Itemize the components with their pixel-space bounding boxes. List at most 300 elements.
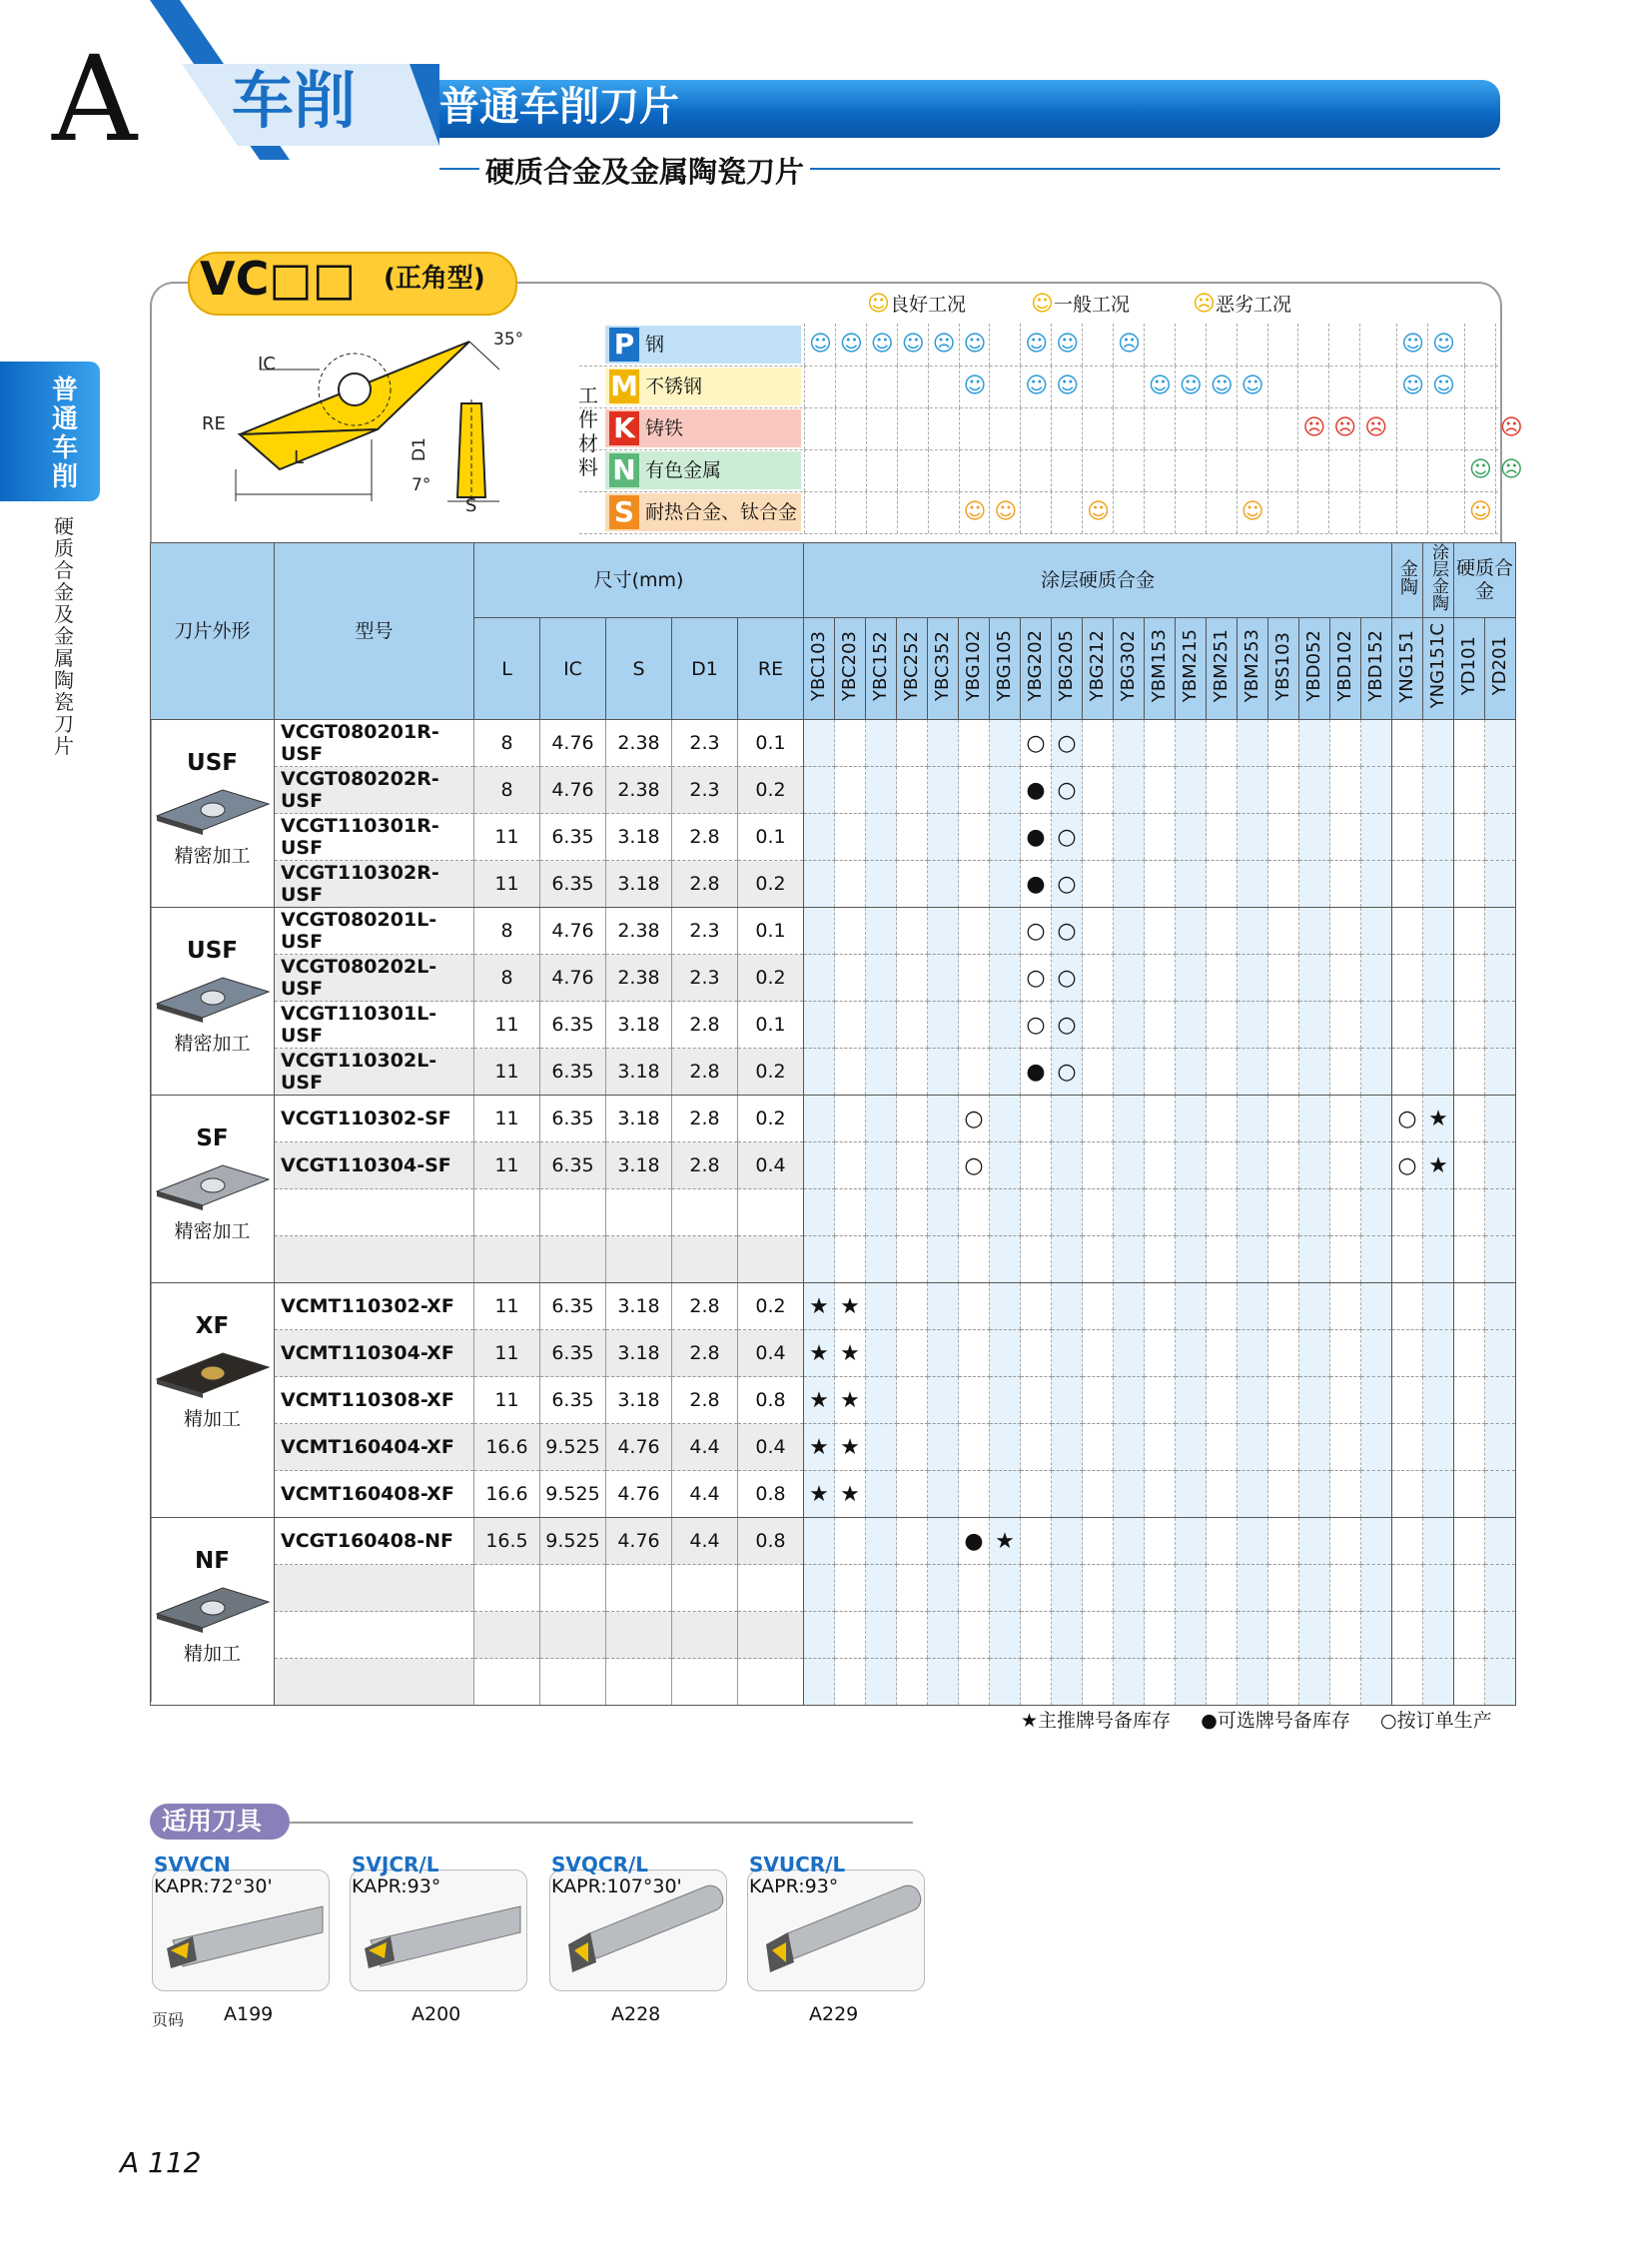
grade-availability: [1052, 1236, 1083, 1283]
tool-page-ref[interactable]: A200: [412, 2003, 461, 2025]
grade-availability: [835, 1002, 866, 1049]
grade-availability: [1021, 1142, 1052, 1189]
insert-model: VCMT160404-XF: [275, 1424, 474, 1471]
grade-availability: [1485, 1236, 1516, 1283]
dimension-value: [606, 1236, 672, 1283]
grade-availability: [1454, 1612, 1485, 1659]
grade-availability: [1114, 908, 1145, 955]
grade-availability: [1114, 1049, 1145, 1096]
grade-availability: [1423, 1612, 1454, 1659]
grade-availability: [1145, 1659, 1176, 1706]
chipbreaker-code: USF: [187, 938, 238, 964]
dimension-value: 16.5: [474, 1518, 540, 1565]
grade-availability: [1238, 1096, 1268, 1142]
grade-availability: [1207, 720, 1238, 767]
grade-availability: [866, 1424, 897, 1471]
grade-availability: [1083, 1377, 1114, 1424]
page-number: A 112: [120, 2146, 202, 2179]
grade-availability: [1268, 1096, 1299, 1142]
grade-availability: [1238, 1377, 1268, 1424]
grade-header: [1021, 618, 1052, 720]
grade-availability: [928, 1142, 959, 1189]
grade-availability: [1176, 861, 1207, 908]
neutral-face-icon: ☺: [1031, 292, 1054, 317]
material-grade-cell: [1144, 407, 1175, 449]
grade-availability: [1176, 1377, 1207, 1424]
grade-availability: [1392, 1330, 1423, 1377]
grade-availability: [1485, 1096, 1516, 1142]
dimension-value: 2.38: [606, 955, 672, 1002]
grade-availability: [1176, 1659, 1207, 1706]
chipbreaker-code: SF: [196, 1125, 229, 1151]
tool-page-ref[interactable]: A229: [809, 2003, 859, 2025]
material-name: 不锈钢: [645, 375, 703, 397]
grade-availability: [897, 1518, 928, 1565]
material-grade-cell: [1267, 366, 1298, 407]
grade-name: YBG205: [1056, 630, 1077, 702]
grade-availability: [1145, 1565, 1176, 1612]
grade-availability: [1423, 1565, 1454, 1612]
grade-name: YD101: [1458, 636, 1479, 696]
grade-availability: [866, 1096, 897, 1142]
machining-type: 精加工: [183, 1408, 241, 1430]
grade-availability: [990, 1424, 1021, 1471]
grade-availability: [835, 861, 866, 908]
grade-availability: [1238, 1142, 1268, 1189]
grade-name: YBC203: [839, 631, 860, 701]
grade-availability: [1176, 1518, 1207, 1565]
dimension-value: 6.35: [540, 1142, 606, 1189]
grade-availability: [1083, 1283, 1114, 1330]
grade-availability: [1021, 1330, 1052, 1377]
grade-availability: [1361, 1236, 1392, 1283]
material-grade-cell: [1237, 449, 1267, 491]
material-grade-cell: [835, 449, 866, 491]
grade-header: [1207, 618, 1238, 720]
diagram-l-label: L: [294, 447, 305, 468]
grade-availability: [1392, 814, 1423, 861]
table-row: [151, 1002, 1516, 1049]
dimension-value: 4.76: [540, 908, 606, 955]
material-label: 工件材料: [578, 383, 598, 479]
dimension-value: 2.8: [672, 1049, 738, 1096]
grade-availability: [1052, 1377, 1083, 1424]
grade-availability: [1299, 1002, 1330, 1049]
grade-availability: [1083, 1049, 1114, 1096]
grade-availability: [990, 1049, 1021, 1096]
dimension-value: 0.2: [738, 955, 804, 1002]
material-letter: M: [610, 370, 638, 402]
dim-header: IC: [540, 618, 606, 720]
material-grade-cell: [1113, 407, 1144, 449]
grade-availability: [1361, 1424, 1392, 1471]
grade-availability: [897, 1189, 928, 1236]
grade-availability: [1330, 1377, 1361, 1424]
grade-availability: [1145, 1518, 1176, 1565]
material-grade-cell: [866, 324, 897, 366]
grade-availability: [990, 1330, 1021, 1377]
grade-availability: [1454, 1189, 1485, 1236]
table-row: [151, 1049, 1516, 1096]
grade-header: [804, 618, 835, 720]
machining-type: 精加工: [183, 1643, 241, 1665]
material-badge: [605, 326, 801, 364]
table-row: [151, 1377, 1516, 1424]
material-grade-cell: [1020, 366, 1051, 407]
material-grade-cell: [1396, 449, 1427, 491]
grade-availability: [928, 1612, 959, 1659]
material-grade-cell: [1359, 366, 1390, 407]
grade-availability: [897, 1142, 928, 1189]
material-grade-cell: [1328, 324, 1359, 366]
material-grade-cell: [928, 366, 959, 407]
material-grade-cell: [804, 449, 835, 491]
grade-availability: [1021, 1236, 1052, 1283]
grade-availability: [1485, 861, 1516, 908]
grade-availability: [1145, 1142, 1176, 1189]
grade-name: YBC252: [901, 631, 922, 701]
grade-availability: [1083, 861, 1114, 908]
grade-availability: [1454, 861, 1485, 908]
tool-name[interactable]: SVVCN: [154, 1853, 231, 1876]
grade-availability: [866, 1142, 897, 1189]
grade-availability: [928, 1049, 959, 1096]
side-tab-label: 普通车削: [51, 375, 78, 492]
grade-availability: [1330, 1659, 1361, 1706]
grade-availability: [1361, 1377, 1392, 1424]
grade-availability: [835, 1612, 866, 1659]
material-letter: P: [609, 328, 639, 362]
material-grade-cell: [1464, 407, 1495, 449]
grade-availability: [897, 1330, 928, 1377]
grade-availability: [1299, 861, 1330, 908]
tool-name[interactable]: SVUCR/L: [749, 1853, 846, 1876]
grade-availability: [1392, 1471, 1423, 1518]
dimension-value: [540, 1565, 606, 1612]
grade-availability: [1392, 1377, 1423, 1424]
grade-availability: [1299, 1518, 1330, 1565]
grade-availability: [1207, 908, 1238, 955]
dimension-value: 8: [474, 955, 540, 1002]
grade-availability: [1238, 767, 1268, 814]
grade-availability: [928, 1659, 959, 1706]
grade-name: YBG302: [1118, 630, 1139, 702]
material-grade-cell: [989, 491, 1020, 533]
grade-availability: [1176, 1189, 1207, 1236]
grade-availability: [1485, 1612, 1516, 1659]
material-grade-cell: [959, 449, 990, 491]
grade-availability: [1238, 861, 1268, 908]
grade-availability: [1299, 1471, 1330, 1518]
grade-availability: [866, 1377, 897, 1424]
grade-availability: [1207, 1049, 1238, 1096]
insert-shape-cell: [151, 1518, 275, 1706]
grade-availability: [928, 955, 959, 1002]
grade-header: [959, 618, 990, 720]
grade-availability: [1145, 814, 1176, 861]
grade-header: [897, 618, 928, 720]
grade-availability: [1238, 1189, 1268, 1236]
grade-availability: [1207, 1189, 1238, 1236]
grade-availability: [866, 861, 897, 908]
grade-availability: [1361, 908, 1392, 955]
dim-header: D1: [672, 618, 738, 720]
grade-availability: [835, 1189, 866, 1236]
grade-availability: [990, 1002, 1021, 1049]
grade-availability: [1114, 1424, 1145, 1471]
condition-face-icon: ☺: [1240, 499, 1264, 524]
dimension-value: 0.2: [738, 1283, 804, 1330]
grade-header: [1268, 618, 1299, 720]
material-grade-cell: [1113, 491, 1144, 533]
material-grade-cell: [1175, 407, 1206, 449]
grade-availability: ○: [1052, 1049, 1083, 1096]
grade-availability: [1361, 1189, 1392, 1236]
grade-availability: [1114, 1518, 1145, 1565]
material-row-m: [579, 366, 1498, 408]
grade-availability: [897, 1612, 928, 1659]
material-grade-cell: [1051, 449, 1082, 491]
dimension-value: 6.35: [540, 1330, 606, 1377]
grade-name: YBC152: [870, 631, 891, 701]
tools-rule: [290, 1822, 913, 1824]
insert-model: VCMT110304-XF: [275, 1330, 474, 1377]
grade-availability: [990, 1236, 1021, 1283]
grade-availability: [959, 1236, 990, 1283]
grade-availability: [1454, 1049, 1485, 1096]
grade-availability: [1423, 1189, 1454, 1236]
table-row: [151, 1189, 1516, 1236]
grade-availability: [866, 1189, 897, 1236]
material-grade-cell: [959, 324, 990, 366]
grade-availability: [1485, 1330, 1516, 1377]
dimension-value: 3.18: [606, 1283, 672, 1330]
grade-availability: [1207, 861, 1238, 908]
grade-availability: [1392, 1565, 1423, 1612]
grade-availability: [1207, 814, 1238, 861]
grade-availability: [835, 1096, 866, 1142]
diagram-re-label: RE: [202, 413, 226, 434]
grade-availability: [1268, 1424, 1299, 1471]
grade-availability: [990, 955, 1021, 1002]
grade-availability: [1021, 1518, 1052, 1565]
material-grade-cell: [1206, 407, 1237, 449]
grade-availability: [866, 1330, 897, 1377]
dimension-value: 2.8: [672, 1142, 738, 1189]
grade-availability: ○: [959, 1096, 990, 1142]
grade-availability: [1052, 1565, 1083, 1612]
grade-availability: [990, 1142, 1021, 1189]
dimension-value: [606, 1189, 672, 1236]
material-grade-cell: [897, 491, 928, 533]
grade-availability: [1454, 1471, 1485, 1518]
material-grade-cell: [1267, 324, 1298, 366]
grade-availability: [1207, 1236, 1238, 1283]
dimension-value: 11: [474, 1096, 540, 1142]
insert-model: VCGT110301L-USF: [275, 1002, 474, 1049]
grade-availability: [928, 861, 959, 908]
dimension-value: 11: [474, 861, 540, 908]
grade-availability: ○: [1392, 1096, 1423, 1142]
material-grade-cell: [1237, 407, 1267, 449]
material-row-n: [579, 449, 1523, 492]
material-grade-cell: [1328, 491, 1359, 533]
grade-availability: [959, 861, 990, 908]
grade-availability: [959, 1565, 990, 1612]
grade-availability: [1145, 1096, 1176, 1142]
grade-availability: [1052, 1612, 1083, 1659]
dimension-value: [474, 1189, 540, 1236]
dimension-value: [738, 1659, 804, 1706]
grade-availability: ★: [835, 1424, 866, 1471]
dimension-value: 0.2: [738, 1096, 804, 1142]
material-grade-cell: [1396, 491, 1427, 533]
grade-name: YBD102: [1334, 630, 1355, 702]
material-grade-cell: [928, 407, 959, 449]
grade-availability: [1021, 1471, 1052, 1518]
dimension-value: 2.8: [672, 1330, 738, 1377]
material-grade-cell: [959, 366, 990, 407]
grade-availability: [928, 1377, 959, 1424]
grade-availability: [804, 1612, 835, 1659]
material-badge: [605, 451, 801, 489]
grade-availability: [897, 1565, 928, 1612]
grade-availability: [1423, 1471, 1454, 1518]
dimension-value: [606, 1612, 672, 1659]
grade-availability: [1114, 1189, 1145, 1236]
tool-name[interactable]: SVJCR/L: [352, 1853, 439, 1876]
grade-availability: [1299, 1659, 1330, 1706]
grade-availability: [1268, 1377, 1299, 1424]
material-grade-cell: [1082, 324, 1113, 366]
grade-availability: [804, 1659, 835, 1706]
grade-availability: [1083, 1142, 1114, 1189]
grade-availability: [897, 814, 928, 861]
grade-availability: [1114, 1471, 1145, 1518]
legend-normal: ☺一般工况: [1031, 292, 1130, 317]
material-grade-cell: [866, 366, 897, 407]
table-row: [151, 1236, 1516, 1283]
col-header-coated-cermet: [1423, 543, 1454, 618]
grade-availability: [804, 1096, 835, 1142]
grade-availability: [1454, 1424, 1485, 1471]
machining-type: 精密加工: [174, 1220, 251, 1242]
grade-availability: [1052, 1189, 1083, 1236]
grade-availability: [1423, 1377, 1454, 1424]
grade-availability: [1176, 1002, 1207, 1049]
insert-shape-cell: [151, 720, 275, 908]
dimension-value: 9.525: [540, 1424, 606, 1471]
grade-availability: [1485, 1659, 1516, 1706]
grade-availability: [1114, 1283, 1145, 1330]
grade-availability: [1176, 908, 1207, 955]
condition-face-icon: ☺: [1210, 374, 1234, 398]
cermet-label: 金陶: [1397, 559, 1418, 595]
grade-availability: [1423, 1659, 1454, 1706]
grade-availability: [1176, 1471, 1207, 1518]
grade-availability: [1268, 1283, 1299, 1330]
grade-availability: [1330, 1518, 1361, 1565]
grade-availability: [804, 1049, 835, 1096]
condition-face-icon: ☺: [1432, 332, 1455, 357]
dimension-value: 4.4: [672, 1518, 738, 1565]
grade-availability: [959, 814, 990, 861]
grade-availability: [1114, 861, 1145, 908]
grade-availability: [1083, 1002, 1114, 1049]
grade-availability: [1361, 1049, 1392, 1096]
grade-name: YD201: [1489, 636, 1510, 696]
grade-availability: [1083, 1096, 1114, 1142]
dimension-value: 4.4: [672, 1471, 738, 1518]
grade-availability: [928, 1096, 959, 1142]
insert-model: VCGT110302-SF: [275, 1096, 474, 1142]
dimension-value: 0.8: [738, 1518, 804, 1565]
material-grade-cell: [1495, 366, 1526, 407]
grade-availability: [866, 767, 897, 814]
grade-availability: [1392, 1659, 1423, 1706]
grade-availability: [1176, 720, 1207, 767]
tool-name[interactable]: SVQCR/L: [551, 1853, 649, 1876]
grade-availability: [1361, 1518, 1392, 1565]
insert-grade-table: [150, 542, 1516, 1706]
grade-availability: [1299, 720, 1330, 767]
dimension-value: 2.8: [672, 814, 738, 861]
material-grade-cell: [897, 366, 928, 407]
tool-page-ref[interactable]: A199: [224, 2003, 274, 2025]
grade-availability: [1330, 861, 1361, 908]
grade-availability: [897, 861, 928, 908]
grade-availability: ○: [1392, 1142, 1423, 1189]
dimension-value: [606, 1659, 672, 1706]
grade-availability: [1299, 1189, 1330, 1236]
material-grade-cell: [1328, 407, 1359, 449]
dimension-value: 0.4: [738, 1424, 804, 1471]
grade-availability: [1392, 1189, 1423, 1236]
grade-availability: [1176, 955, 1207, 1002]
grade-availability: [959, 767, 990, 814]
grade-availability: [1423, 720, 1454, 767]
grade-availability: [1330, 955, 1361, 1002]
col-header-carbide: 硬质合金: [1454, 543, 1516, 618]
grade-availability: [1330, 1283, 1361, 1330]
table-row: [151, 1471, 1516, 1518]
grade-availability: [1423, 1049, 1454, 1096]
tool-page-ref[interactable]: A228: [611, 2003, 661, 2025]
table-row: [151, 1659, 1516, 1706]
dimension-value: 11: [474, 1142, 540, 1189]
grade-availability: [1330, 767, 1361, 814]
grade-availability: [1083, 1330, 1114, 1377]
grade-availability: [897, 1283, 928, 1330]
material-grade-cell: [959, 407, 990, 449]
grade-availability: [1268, 814, 1299, 861]
insert-photo: [153, 782, 273, 836]
grade-availability: [1238, 1659, 1268, 1706]
dimension-value: 3.18: [606, 1330, 672, 1377]
material-grade-cell: [897, 449, 928, 491]
grade-availability: [1361, 955, 1392, 1002]
grade-availability: [1330, 1612, 1361, 1659]
grade-availability: [1145, 955, 1176, 1002]
grade-availability: [959, 1471, 990, 1518]
grade-availability: [835, 1518, 866, 1565]
grade-header: [1238, 618, 1268, 720]
grade-availability: [1176, 1236, 1207, 1283]
grade-availability: [866, 908, 897, 955]
grade-availability: [1454, 1659, 1485, 1706]
grade-availability: [1330, 1424, 1361, 1471]
dimension-value: 2.3: [672, 767, 738, 814]
